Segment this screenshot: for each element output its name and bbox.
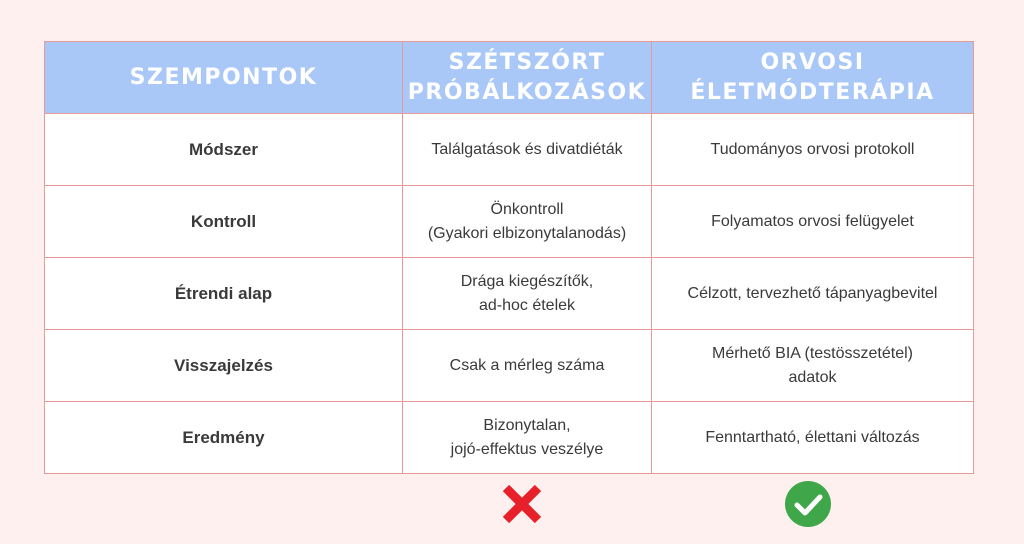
medical-cell (652, 186, 974, 258)
medical-text-line: Folyamatos orvosi felügyelet (711, 212, 914, 230)
header-scattered-line2: PRÓBÁLKOZÁSOK (407, 79, 647, 105)
medical-cell (652, 402, 974, 474)
medical-text-line: Célzott, tervezhető tápanyagbevitel (687, 284, 938, 302)
scattered-cell (403, 186, 652, 258)
header-scattered-attempts (403, 42, 652, 114)
scattered-text-line: Bizonytalan, (483, 416, 571, 434)
comparison-table (44, 41, 974, 474)
verdict-marks (0, 480, 1024, 530)
criterion-cell (45, 114, 403, 186)
scattered-cell (403, 114, 652, 186)
scattered-cell (403, 258, 652, 330)
criterion-cell (45, 402, 403, 474)
table-row (45, 330, 974, 402)
table-body (45, 114, 974, 474)
scattered-text-line: Találgatások és divatdiéták (431, 140, 623, 158)
criterion-label: Étrendi alap (174, 283, 273, 303)
medical-text-line: Mérhető BIA (testösszetétel) (712, 344, 913, 362)
criterion-cell (45, 186, 403, 258)
scattered-text-line: Csak a mérleg száma (449, 356, 605, 374)
scattered-cell (403, 402, 652, 474)
header-scattered-line1: SZÉTSZÓRT (448, 49, 606, 75)
table-row (45, 114, 974, 186)
table-row (45, 402, 974, 474)
table-row (45, 258, 974, 330)
scattered-text-line: Önkontroll (490, 200, 564, 218)
header-medical-line2: ÉLETMÓDTERÁPIA (690, 79, 935, 105)
header-criteria-label: SZEMPONTOK (129, 64, 318, 90)
scattered-text-line: ad-hoc ételek (478, 296, 576, 314)
table-row (45, 186, 974, 258)
medical-text-line: Fenntartható, élettani változás (705, 428, 920, 446)
criterion-label: Visszajelzés (174, 355, 273, 375)
scattered-cell (403, 330, 652, 402)
criterion-label: Módszer (189, 139, 258, 159)
criterion-cell (45, 330, 403, 402)
medical-text-line: adatok (788, 368, 837, 386)
header-medical-therapy (652, 42, 974, 114)
scattered-text-line: (Gyakori elbizonytalanodás) (427, 224, 627, 242)
header-medical-line1: ORVOSI (760, 49, 865, 75)
medical-cell (652, 258, 974, 330)
medical-text-line: Tudományos orvosi protokoll (710, 140, 915, 158)
criterion-cell (45, 258, 403, 330)
scattered-text-line: Drága kiegészítők, (460, 272, 594, 290)
header-row (45, 42, 974, 114)
header-criteria (45, 42, 403, 114)
criterion-label: Eredmény (182, 427, 265, 447)
cross-icon (500, 482, 544, 526)
medical-cell (652, 114, 974, 186)
medical-cell (652, 330, 974, 402)
checkmark-icon (784, 480, 832, 528)
criterion-label: Kontroll (190, 211, 257, 231)
scattered-text-line: jojó-effektus veszélye (450, 440, 604, 458)
